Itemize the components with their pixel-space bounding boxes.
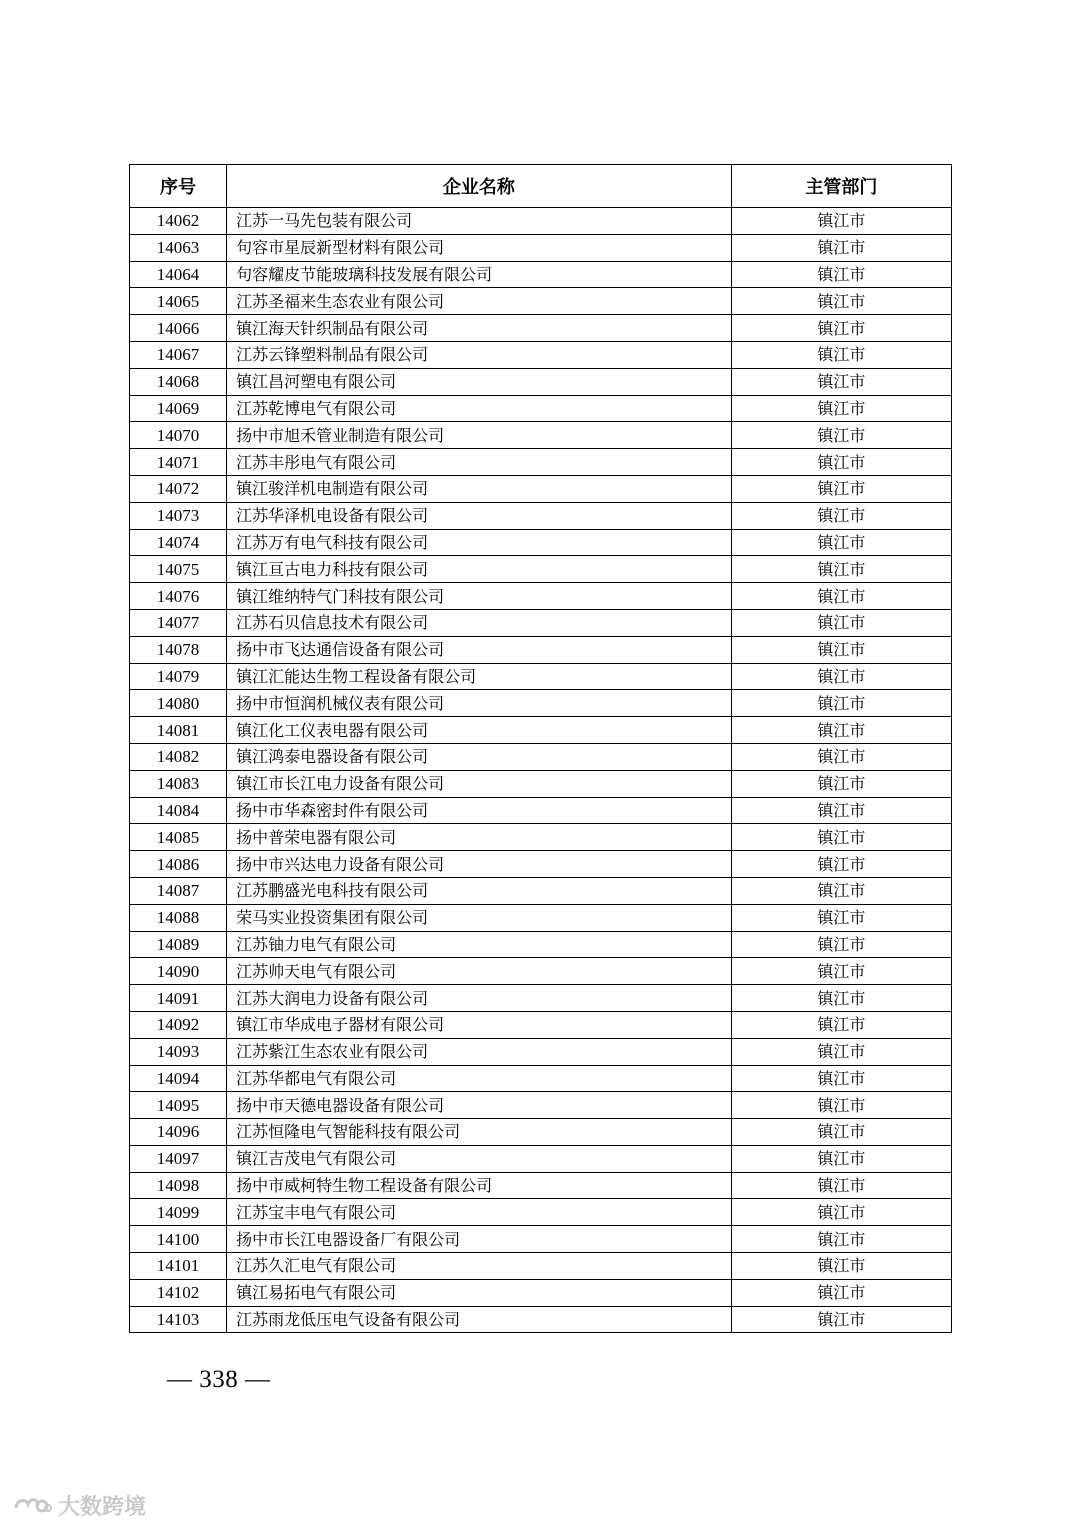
table-body [130,208,952,1333]
department-cell: 镇江市 [731,341,951,368]
table-row [130,234,952,261]
enterprise-name-cell: 镇江化工仪表电器有限公司 [227,717,732,744]
enterprise-name-cell: 镇江市长江电力设备有限公司 [227,770,732,797]
table-row [130,770,952,797]
seq-cell: 14093 [130,1038,227,1065]
department-cell: 镇江市 [731,770,951,797]
enterprise-name-cell: 扬中普荣电器有限公司 [227,824,732,851]
enterprise-name-cell: 江苏久汇电气有限公司 [227,1253,732,1280]
department-cell: 镇江市 [731,208,951,235]
table-row [130,1172,952,1199]
enterprise-name-cell: 扬中市恒润机械仪表有限公司 [227,690,732,717]
department-cell: 镇江市 [731,556,951,583]
enterprise-name-cell: 扬中市威柯特生物工程设备有限公司 [227,1172,732,1199]
department-cell: 镇江市 [731,1279,951,1306]
table-row [130,1279,952,1306]
department-cell: 镇江市 [731,1038,951,1065]
seq-cell: 14102 [130,1279,227,1306]
enterprise-name-cell: 江苏紫江生态农业有限公司 [227,1038,732,1065]
seq-cell: 14080 [130,690,227,717]
table-row [130,1253,952,1280]
department-cell: 镇江市 [731,1065,951,1092]
table-row [130,1038,952,1065]
table-row [130,422,952,449]
seq-cell: 14072 [130,475,227,502]
table-row [130,1199,952,1226]
department-cell: 镇江市 [731,1199,951,1226]
seq-cell: 14088 [130,904,227,931]
enterprise-name-cell: 江苏铀力电气有限公司 [227,931,732,958]
department-cell: 镇江市 [731,529,951,556]
table-header-row [130,165,952,208]
seq-cell: 14092 [130,1011,227,1038]
seq-cell: 14099 [130,1199,227,1226]
seq-cell: 14082 [130,743,227,770]
department-cell: 镇江市 [731,1145,951,1172]
seq-cell: 14064 [130,261,227,288]
table-row [130,368,952,395]
seq-cell: 14079 [130,663,227,690]
department-cell: 镇江市 [731,261,951,288]
table-row [130,315,952,342]
department-cell: 镇江市 [731,663,951,690]
enterprise-name-cell: 镇江维纳特气门科技有限公司 [227,583,732,610]
department-cell: 镇江市 [731,797,951,824]
enterprise-name-cell: 镇江鸿泰电器设备有限公司 [227,743,732,770]
department-cell: 镇江市 [731,690,951,717]
seq-cell: 14087 [130,877,227,904]
table-row [130,609,952,636]
enterprise-name-cell: 扬中市兴达电力设备有限公司 [227,851,732,878]
seq-cell: 14063 [130,234,227,261]
watermark [12,1490,146,1521]
department-cell: 镇江市 [731,1119,951,1146]
table-row [130,851,952,878]
table-row [130,395,952,422]
table-row [130,208,952,235]
enterprise-name-cell: 江苏万有电气科技有限公司 [227,529,732,556]
seq-cell: 14068 [130,368,227,395]
seq-cell: 14086 [130,851,227,878]
table-row [130,288,952,315]
seq-cell: 14089 [130,931,227,958]
department-cell: 镇江市 [731,743,951,770]
department-cell: 镇江市 [731,395,951,422]
table-row [130,583,952,610]
department-cell: 镇江市 [731,1306,951,1333]
page-number: — 338 — [167,1366,271,1393]
department-cell: 镇江市 [731,449,951,476]
seq-cell: 14096 [130,1119,227,1146]
enterprise-name-cell: 扬中市天德电器设备有限公司 [227,1092,732,1119]
department-cell: 镇江市 [731,985,951,1012]
enterprise-name-cell: 江苏帅天电气有限公司 [227,958,732,985]
seq-cell: 14070 [130,422,227,449]
table-row [130,743,952,770]
department-cell: 镇江市 [731,368,951,395]
enterprise-name-cell: 江苏宝丰电气有限公司 [227,1199,732,1226]
enterprise-name-cell: 江苏丰彤电气有限公司 [227,449,732,476]
seq-cell: 14094 [130,1065,227,1092]
table-row [130,985,952,1012]
header-dept: 主管部门 [731,165,951,208]
enterprise-name-cell: 句容耀皮节能玻璃科技发展有限公司 [227,261,732,288]
department-cell: 镇江市 [731,717,951,744]
seq-cell: 14073 [130,502,227,529]
department-cell: 镇江市 [731,1253,951,1280]
department-cell: 镇江市 [731,851,951,878]
table-row [130,1145,952,1172]
table-row [130,690,952,717]
enterprise-name-cell: 扬中市长江电器设备厂有限公司 [227,1226,732,1253]
department-cell: 镇江市 [731,904,951,931]
enterprise-name-cell: 江苏华泽机电设备有限公司 [227,502,732,529]
department-cell: 镇江市 [731,502,951,529]
department-cell: 镇江市 [731,1092,951,1119]
header-seq: 序号 [130,165,227,208]
enterprise-name-cell: 江苏一马先包装有限公司 [227,208,732,235]
seq-cell: 14097 [130,1145,227,1172]
seq-cell: 14066 [130,315,227,342]
seq-cell: 14100 [130,1226,227,1253]
seq-cell: 14083 [130,770,227,797]
seq-cell: 14076 [130,583,227,610]
enterprise-name-cell: 镇江骏洋机电制造有限公司 [227,475,732,502]
table-row [130,341,952,368]
table-row [130,717,952,744]
enterprise-name-cell: 镇江汇能达生物工程设备有限公司 [227,663,732,690]
department-cell: 镇江市 [731,475,951,502]
table-row [130,261,952,288]
enterprise-name-cell: 江苏华都电气有限公司 [227,1065,732,1092]
enterprise-name-cell: 江苏鹏盛光电科技有限公司 [227,877,732,904]
enterprise-name-cell: 镇江吉茂电气有限公司 [227,1145,732,1172]
table-row [130,958,952,985]
enterprise-name-cell: 镇江易拓电气有限公司 [227,1279,732,1306]
department-cell: 镇江市 [731,422,951,449]
department-cell: 镇江市 [731,958,951,985]
enterprise-name-cell: 镇江海天针织制品有限公司 [227,315,732,342]
enterprise-name-cell: 句容市星辰新型材料有限公司 [227,234,732,261]
table-row [130,529,952,556]
table-row [130,1011,952,1038]
enterprise-name-cell: 江苏乾博电气有限公司 [227,395,732,422]
header-name: 企业名称 [227,165,732,208]
department-cell: 镇江市 [731,1011,951,1038]
table-row [130,475,952,502]
seq-cell: 14085 [130,824,227,851]
department-cell: 镇江市 [731,315,951,342]
seq-cell: 14095 [130,1092,227,1119]
enterprise-name-cell: 江苏恒隆电气智能科技有限公司 [227,1119,732,1146]
department-cell: 镇江市 [731,234,951,261]
seq-cell: 14091 [130,985,227,1012]
table-row [130,636,952,663]
department-cell: 镇江市 [731,824,951,851]
department-cell: 镇江市 [731,931,951,958]
enterprise-name-cell: 江苏大润电力设备有限公司 [227,985,732,1012]
seq-cell: 14065 [130,288,227,315]
seq-cell: 14098 [130,1172,227,1199]
seq-cell: 14101 [130,1253,227,1280]
seq-cell: 14062 [130,208,227,235]
enterprise-name-cell: 江苏石贝信息技术有限公司 [227,609,732,636]
table-row [130,1226,952,1253]
watermark-text: 大数跨境 [58,1495,147,1520]
enterprise-name-cell: 镇江亘古电力科技有限公司 [227,556,732,583]
seq-cell: 14103 [130,1306,227,1333]
table-row [130,824,952,851]
table-row [130,1119,952,1146]
department-cell: 镇江市 [731,636,951,663]
department-cell: 镇江市 [731,1226,951,1253]
logo-icon [12,1494,52,1518]
seq-cell: 14074 [130,529,227,556]
seq-cell: 14067 [130,341,227,368]
department-cell: 镇江市 [731,877,951,904]
table-row [130,931,952,958]
enterprise-name-cell: 扬中市旭禾管业制造有限公司 [227,422,732,449]
enterprise-name-cell: 镇江市华成电子器材有限公司 [227,1011,732,1038]
table-row [130,877,952,904]
enterprise-name-cell: 扬中市飞达通信设备有限公司 [227,636,732,663]
seq-cell: 14069 [130,395,227,422]
table-row [130,449,952,476]
table-row [130,502,952,529]
department-cell: 镇江市 [731,609,951,636]
seq-cell: 14071 [130,449,227,476]
enterprise-name-cell: 江苏圣福来生态农业有限公司 [227,288,732,315]
seq-cell: 14084 [130,797,227,824]
enterprise-name-cell: 荣马实业投资集团有限公司 [227,904,732,931]
table-row [130,904,952,931]
seq-cell: 14075 [130,556,227,583]
enterprise-name-cell: 江苏云锋塑料制品有限公司 [227,341,732,368]
table-row [130,556,952,583]
table-row [130,1065,952,1092]
enterprise-name-cell: 扬中市华森密封件有限公司 [227,797,732,824]
enterprise-name-cell: 江苏雨龙低压电气设备有限公司 [227,1306,732,1333]
table-row [130,663,952,690]
table-row [130,797,952,824]
department-cell: 镇江市 [731,288,951,315]
enterprise-table [129,164,952,1333]
department-cell: 镇江市 [731,1172,951,1199]
seq-cell: 14078 [130,636,227,663]
seq-cell: 14081 [130,717,227,744]
seq-cell: 14077 [130,609,227,636]
table-row [130,1306,952,1333]
enterprise-name-cell: 镇江昌河塑电有限公司 [227,368,732,395]
department-cell: 镇江市 [731,583,951,610]
table-row [130,1092,952,1119]
seq-cell: 14090 [130,958,227,985]
